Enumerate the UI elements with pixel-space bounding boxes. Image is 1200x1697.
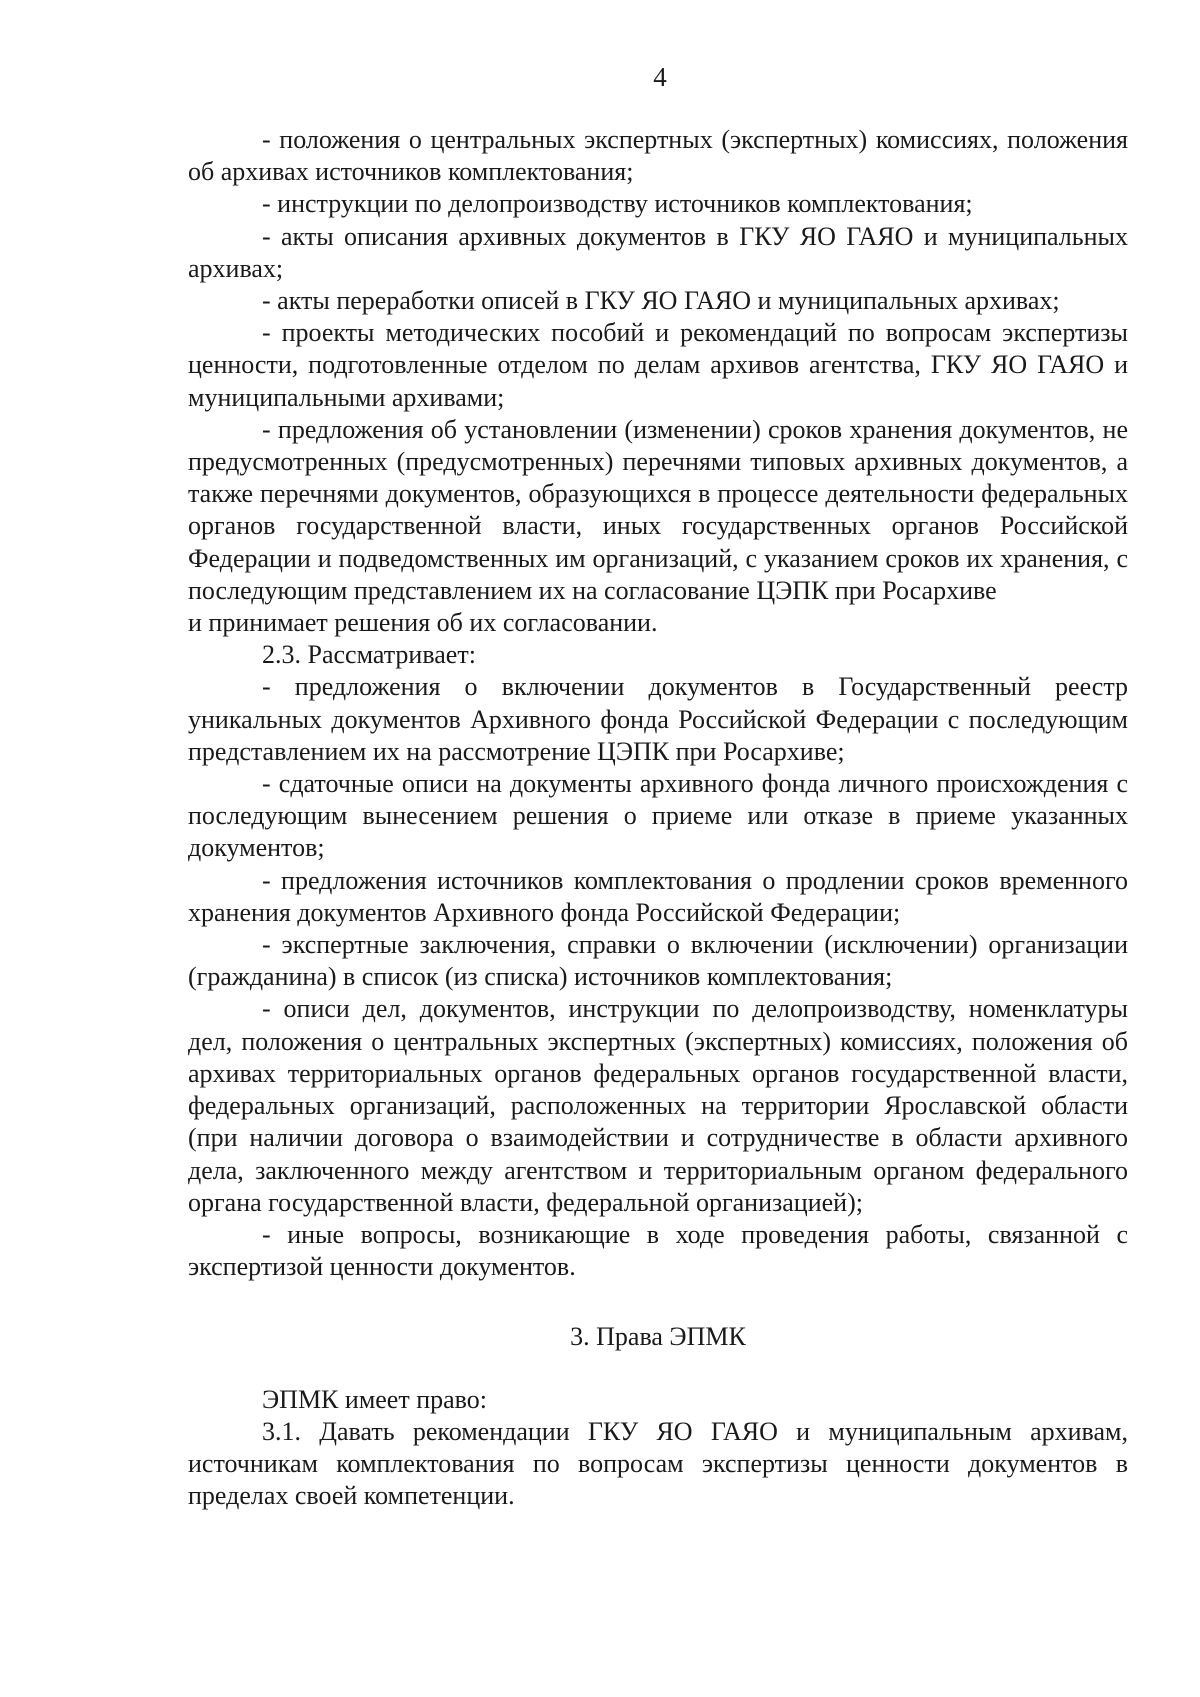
paragraph-delivery-inventories: - сдаточные описи на документы архивного фонда личного происхождения с последующим вынесением решения о приеме или отказе в приеме указанных документов; — [188, 769, 1128, 863]
paragraph-inventory-revision-acts: - акты переработки описей в ГКУ ЯО ГАЯО и муниципальных архивах; — [262, 286, 1060, 316]
paragraph-other-issues: - иные вопросы, возникающие в ходе проведения работы, связанной с экспертизой ценности документов. — [188, 1219, 1128, 1282]
document-body — [188, 124, 1128, 1512]
paragraph-office-instructions: - инструкции по делопроизводству источников комплектования; — [262, 189, 973, 219]
paragraph-approval-decisions: и принимает решения об их согласовании. — [188, 608, 658, 638]
paragraph-expert-conclusions: - экспертные заключения, справки о включении (исключении) организации (гражданина) в список (из списка) источников комплектования; — [188, 930, 1128, 992]
section-3-title: 3. Права ЭПМК — [570, 1322, 746, 1352]
paragraph-storage-terms-proposals: - предложения об установлении (изменении) сроков хранения документов, не предусмотренных (предусмотренных) перечнями типовых архивных документов, а также перечнями документов, образующихся в процессе деятельности федеральных органов государственной власти, иных государственных органов Российской Федерации и подведомственных им организаций, с указанием сроков их хранения, с последующим представлением их на согласование ЦЭПК при Росархиве — [188, 414, 1128, 605]
paragraph-description-acts: - акты описания архивных документов в ГКУ ЯО ГАЯО и муниципальных архивах; — [188, 221, 1128, 283]
paragraph-methodical-manuals: - проекты методических пособий и рекомендаций по вопросам экспертизы ценности, подготовленные отделом по делам архивов агентства, ГКУ ЯО ГАЯО и муниципальными архивами; — [188, 318, 1128, 412]
paragraph-federal-organizations-inventories: - описи дел, документов, инструкции по делопроизводству, номенклатуры дел, положения о центральных экспертных (экспертных) комиссиях, положения об архивах территориальных органов федеральных органов государственной власти, федеральных организаций, расположенных на территории Ярославской области (при наличии договора о взаимодействии и сотрудничестве в области архивного дела, заключенного между агентством и территориальным органом федерального органа государственной власти, федеральной организацией); — [188, 994, 1128, 1217]
paragraph-section-3-1: 3.1. Давать рекомендации ГКУ ЯО ГАЯО и муниципальным архивам, источникам комплектования по вопросам экспертизы ценности документов в пределах своей компетенции. — [188, 1416, 1128, 1511]
paragraph-section-2-3: 2.3. Рассматривает: — [262, 640, 476, 670]
paragraph-unique-documents-register: - предложения о включении документов в Государственный реестр уникальных документов Архивного фонда Российской Федерации с последующим представлением их на рассмотрение ЦЭПК при Росархиве; — [188, 672, 1128, 766]
paragraph-epmk-rights: ЭПМК имеет право: — [262, 1384, 487, 1414]
paragraph-central-commissions: - положения о центральных экспертных (экспертных) комиссиях, положения об архивах источников комплектования; — [188, 125, 1128, 187]
paragraph-temporary-storage-extension: - предложения источников комплектования о продлении сроков временного хранения документов Архивного фонда Российской Федерации; — [188, 865, 1128, 927]
page-number: 4 — [653, 62, 667, 92]
